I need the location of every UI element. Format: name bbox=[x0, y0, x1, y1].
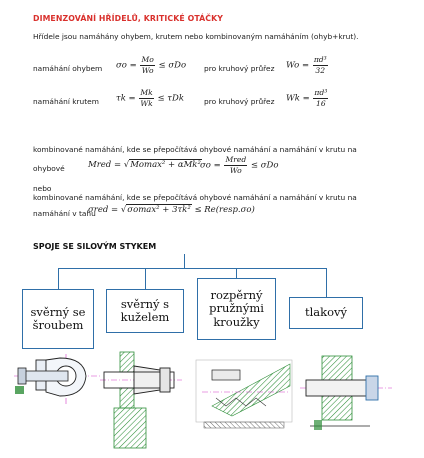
combined-tension-line1: kombinované namáhání, kde se přepočítává ohybové namáhání a namáhání v krutu na bbox=[33, 193, 357, 202]
torsion-fraction bbox=[139, 89, 153, 107]
combined-bending-line1: kombinované namáhání, kde se přepočítává ohybové namáhání a namáhání v krutu na bbox=[33, 145, 357, 154]
combined-bending-label: ohybové bbox=[33, 164, 65, 173]
sqrt-sign: √ bbox=[120, 205, 127, 215]
combined-sigma-denominator: Wo bbox=[229, 165, 242, 175]
torsion-section-modulus bbox=[286, 89, 329, 107]
joint-box-spring-rings bbox=[197, 278, 276, 340]
combined-sigma-lhs: σo = bbox=[200, 160, 221, 171]
joint-box-press-fit bbox=[289, 297, 363, 329]
torsion-circ-label: pro kruhový průřez bbox=[204, 97, 275, 106]
torsion-w-denominator: 16 bbox=[316, 98, 326, 108]
bending-numerator: Mo bbox=[141, 55, 154, 64]
joints-heading: SPOJE SE SILOVÝM STYKEM bbox=[33, 242, 157, 251]
bending-lhs: σo = bbox=[116, 60, 137, 71]
joint-box-cone-clamp bbox=[106, 289, 184, 333]
intro-text: Hřídele jsou namáhány ohybem, krutem nebo kombinovaným namáháním (ohyb+krut). bbox=[33, 32, 359, 41]
joint-drawings bbox=[0, 346, 424, 458]
bending-section-modulus bbox=[286, 56, 329, 74]
sqrt-sign: √ bbox=[123, 160, 130, 170]
or-word: nebo bbox=[33, 184, 52, 193]
torsion-w-fraction bbox=[313, 89, 328, 107]
torsion-formula bbox=[116, 89, 184, 107]
bending-w-denominator: 32 bbox=[315, 65, 326, 75]
bending-denominator: Wo bbox=[141, 65, 154, 75]
torsion-denominator: Wk bbox=[140, 98, 153, 108]
bending-rhs: ≤ σDo bbox=[158, 60, 187, 71]
tree-branch-3 bbox=[236, 268, 237, 278]
combined-sigma-fraction bbox=[224, 156, 247, 174]
joint-label: svěrný s kuželem bbox=[120, 296, 170, 324]
torsion-numerator: Mk bbox=[140, 88, 153, 97]
bending-w-lhs: Wo = bbox=[286, 60, 310, 71]
torsion-label: namáhání krutem bbox=[33, 97, 99, 106]
spring-rings-drawing bbox=[196, 360, 292, 428]
bending-circ-label: pro kruhový průřez bbox=[204, 64, 275, 73]
tree-branch-1 bbox=[58, 268, 59, 289]
joint-label: svěrný se šroubem bbox=[30, 304, 86, 332]
combined-sigma-rhs: ≤ σDo bbox=[250, 160, 279, 171]
sigma-red-lhs: σred = bbox=[88, 205, 119, 215]
tree-branch-4 bbox=[326, 268, 327, 297]
bending-w-fraction bbox=[313, 56, 328, 74]
joint-label: tlakový bbox=[304, 305, 348, 320]
torsion-w-lhs: Wk = bbox=[286, 93, 310, 104]
torsion-lhs: τk = bbox=[116, 93, 136, 104]
mred-sqrt-content: Momax² + αMk² bbox=[130, 160, 201, 170]
mred-lhs: Mred = bbox=[88, 160, 122, 170]
torsion-rhs: ≤ τDk bbox=[157, 93, 184, 104]
joint-label: rozpěrný pružnými kroužky bbox=[209, 288, 264, 329]
tree-bar bbox=[58, 268, 327, 269]
screw-clamp-drawing bbox=[14, 354, 100, 404]
bending-formula bbox=[116, 56, 186, 74]
combined-sigma-numerator: Mred bbox=[225, 155, 247, 164]
combined-sigma-formula bbox=[200, 156, 278, 174]
tree-branch-2 bbox=[145, 268, 146, 289]
bending-w-numerator: πd³ bbox=[313, 55, 327, 64]
sigma-red-formula bbox=[88, 206, 255, 215]
sigma-red-rhs: ≤ Re(resp.σo) bbox=[194, 205, 255, 215]
press-fit-drawing bbox=[300, 356, 392, 430]
tree-stem bbox=[184, 254, 185, 268]
joint-box-screw-clamp bbox=[22, 289, 94, 349]
torsion-w-numerator: πd³ bbox=[314, 88, 328, 97]
mred-formula bbox=[88, 161, 202, 170]
section-title: DIMENZOVÁNÍ HŘÍDELŮ, KRITICKÉ OTÁČKY bbox=[33, 14, 224, 23]
sigma-red-sqrt-content: σomax² + 3τk² bbox=[127, 205, 191, 215]
bending-fraction bbox=[140, 56, 154, 74]
combined-tension-label: namáhání v tahu bbox=[33, 209, 96, 218]
cone-clamp-drawing bbox=[100, 352, 182, 448]
bending-label: namáhání ohybem bbox=[33, 64, 103, 73]
